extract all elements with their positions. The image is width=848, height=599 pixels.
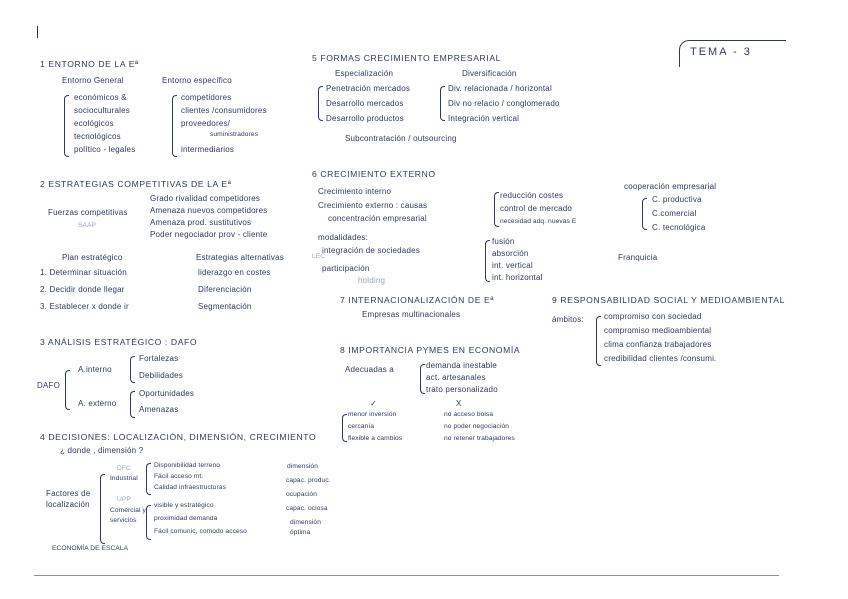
s3-int-bracket xyxy=(130,356,135,383)
s8-con: no poder negociación xyxy=(444,423,510,430)
s5-div-item: Div. relacionada / horizontal xyxy=(448,84,552,93)
s8-pro: menor inversión xyxy=(348,411,397,418)
s4-dfc: DFC xyxy=(117,465,131,472)
s2-saap: SAAP xyxy=(78,222,96,229)
s2-title: 2 ESTRATEGIAS COMPETITIVAS DE LA Eª xyxy=(40,179,232,189)
s6-integ-bracket xyxy=(485,240,490,282)
cross-icon: X xyxy=(456,399,462,408)
s9-item: compromiso medioambiental xyxy=(604,326,712,335)
s8-adec-item: trato personalizado xyxy=(426,385,498,394)
s6-l3: concentración empresarial xyxy=(328,214,427,223)
s5-esp-item: Desarrollo productos xyxy=(326,114,404,123)
s1-col2-head: Entorno específico xyxy=(162,76,232,85)
s6-causa: necesidad adq. nuevas E xyxy=(500,218,577,225)
s1-title: 1 ENTORNO DE LA Eª xyxy=(40,59,139,69)
s3-ext-item: Oportunidades xyxy=(139,389,195,398)
check-icon: ✓ xyxy=(370,399,377,408)
s6-integ-item: int. horizontal xyxy=(492,273,543,282)
s8-pro: flexible a cambios xyxy=(348,435,403,442)
s3-ext-item: Amenazas xyxy=(139,405,179,414)
s9-bracket xyxy=(596,316,601,366)
s4-dim-head: dimensión xyxy=(287,463,318,470)
s7-l1: Empresas multinacionales xyxy=(362,310,461,319)
s1-col2-item: clientes /consumidores xyxy=(181,106,267,115)
s5-esp-item: Desarrollo mercados xyxy=(326,99,404,108)
s4-bracket xyxy=(100,474,105,544)
s9-title: 9 RESPONSABILIDAD SOCIAL Y MEDIOAMBIENTAL xyxy=(552,295,785,305)
s4-dim-item: capac. produc. xyxy=(286,477,331,484)
s2-est-head: Estrategias alternativas xyxy=(196,253,284,262)
s4-com-item: Fácil comunic, comodo acceso xyxy=(154,528,247,535)
s2-est-item: Diferenciación xyxy=(198,285,252,294)
s6-integ-item: fusión xyxy=(492,237,515,246)
s8-adec-item: demanda inestable xyxy=(426,361,498,370)
s6-franq: Franquicia xyxy=(618,253,658,262)
s2-item: Amenaza nuevos competidores xyxy=(150,206,268,215)
s3-int-item: Fortalezas xyxy=(139,354,179,363)
s2-fuerzas: Fuerzas competitivas xyxy=(48,208,128,217)
s2-est-item: Segmentación xyxy=(198,302,252,311)
s4-factores: Factores de localización xyxy=(46,489,91,510)
s3-externo: A. externo xyxy=(78,399,117,408)
s6-coop-item: C. tecnológica xyxy=(652,223,706,232)
s6-holding: holding xyxy=(358,276,386,285)
s6-causas-bracket xyxy=(494,192,499,227)
s3-interno: A.interno xyxy=(78,365,112,374)
s6-l2: Crecimiento externo : causas xyxy=(318,201,428,210)
s6-causa: control de mercado xyxy=(500,204,573,213)
s5-esp-bracket xyxy=(318,86,323,121)
s5-esp: Especialización xyxy=(335,69,394,78)
s5-div-item: Integración vertical xyxy=(448,114,520,123)
s9-item: compromiso con sociedad xyxy=(604,312,702,321)
s8-adec-item: act. artesanales xyxy=(426,373,486,382)
s1-col1-item: tecnológicos xyxy=(74,132,121,141)
s2-plan-head: Plan estratégico xyxy=(62,253,123,262)
s8-title: 8 IMPORTANCIA PYMES EN ECONOMÍA xyxy=(340,345,521,355)
s8-adec-bracket xyxy=(420,364,425,394)
s6-integ-item: int. vertical xyxy=(492,261,533,270)
s4-ind-item: Calidad infraestructuras xyxy=(154,484,227,491)
s6-coop: cooperación empresarial xyxy=(624,182,717,191)
s3-ext-bracket xyxy=(130,391,135,418)
s9-item: clima confianza trabajadores xyxy=(604,340,712,349)
s5-div-bracket xyxy=(440,86,445,121)
s5-esp-item: Penetración mercados xyxy=(326,84,411,93)
s1-col2-bracket xyxy=(172,95,177,157)
s4-ind-item: Disponibilidad terreno xyxy=(154,462,220,469)
s3-bracket xyxy=(65,370,70,410)
s4-upp: UPP xyxy=(117,496,131,503)
margin-mark xyxy=(37,26,38,38)
s5-title: 5 FORMAS CRECIMIENTO EMPRESARIAL xyxy=(312,53,502,63)
s8-pros-bracket xyxy=(342,414,347,442)
s2-item: Poder negociador prov - cliente xyxy=(150,230,268,239)
s3-dafo: DAFO xyxy=(37,381,61,390)
s6-coop-item: C. productiva xyxy=(652,195,702,204)
s6-l1: Crecimiento interno xyxy=(318,187,392,196)
s8-adec: Adecuadas a xyxy=(345,365,394,374)
s2-lec: LEC xyxy=(312,253,326,260)
s6-integ-item: absorción xyxy=(492,249,529,258)
tema-label: TEMA - 3 xyxy=(690,46,752,58)
s9-item: credibilidad clientes /consumi. xyxy=(604,354,717,363)
s3-title: 3 ANÁLISIS ESTRATÉGICO : DAFO xyxy=(40,337,198,347)
s8-con: no retener trabajadores xyxy=(444,435,515,442)
s5-div: Diversificación xyxy=(462,69,517,78)
s4-com-item: visible y estratégico xyxy=(154,502,214,509)
s6-coop-item: C.comercial xyxy=(652,209,697,218)
s8-pro: cercanía xyxy=(348,423,375,430)
s1-col2-item: proveedores/ xyxy=(181,119,231,128)
s2-item: Grado rivalidad competidores xyxy=(150,194,261,203)
s6-mod: modalidades: xyxy=(318,233,368,242)
s4-question: ¿ donde , dimensión ? xyxy=(60,446,144,455)
s3-int-item: Debilidades xyxy=(139,371,184,380)
s1-col1-item: socioculturales xyxy=(74,106,130,115)
s6-causa: reducción costes xyxy=(500,191,564,200)
s4-dim-item: capac. ociosa xyxy=(286,505,328,512)
s6-integ: integración de sociedades xyxy=(322,246,420,255)
s4-com-item: proximidad demanda xyxy=(154,515,218,522)
s8-con: no acceso bolsa xyxy=(444,411,494,418)
s4-ind-item: Fácil acceso mt. xyxy=(154,473,204,480)
page-edge xyxy=(34,575,779,576)
s4-dim-item: ocupación xyxy=(286,491,317,498)
s1-col1-item: ecológicos xyxy=(74,119,114,128)
s1-col1-item: económicos & xyxy=(74,93,127,102)
s7-title: 7 INTERNACIONALIZACIÓN DE Eª xyxy=(340,295,495,305)
s4-title: 4 DECISIONES: LOCALIZACIÓN, DIMENSIÓN, CRECIMIENTO xyxy=(40,432,317,442)
s2-plan-item: 2. Decidir donde llegar xyxy=(40,285,125,294)
s1-col1-item: político - legales xyxy=(74,145,136,154)
s4-escala: ECONOMÍA DE ESCALA xyxy=(52,545,129,552)
s1-col2-item: competidores xyxy=(181,93,232,102)
s9-amb: ámbitos: xyxy=(552,315,584,324)
s6-title: 6 CRECIMIENTO EXTERNO xyxy=(312,169,436,179)
s6-coop-bracket xyxy=(642,198,647,230)
s5-div-item: Div no relacio / conglomerado xyxy=(448,99,560,108)
s6-part: participación xyxy=(322,264,370,273)
s4-industrial: Industrial xyxy=(110,475,138,482)
s1-col2-item: suministradores xyxy=(210,131,259,138)
s2-item: Amenaza prod. sustitutivos xyxy=(150,218,252,227)
s1-col2-item: intermediarios xyxy=(181,145,235,154)
s4-dim-item: dimensión óptima xyxy=(290,519,321,536)
s1-col1-bracket xyxy=(64,95,69,157)
s4-comercial: Comercial y servicios xyxy=(110,507,146,524)
s2-plan-item: 1. Determinar situación xyxy=(40,268,127,277)
s4-com-bracket xyxy=(146,505,151,540)
s2-est-item: liderazgo en costes xyxy=(198,268,271,277)
s2-plan-item: 3. Establecer x donde ir xyxy=(40,302,129,311)
s4-ind-bracket xyxy=(146,463,151,495)
s5-sub: Subcontratación / outsourcing xyxy=(345,134,457,143)
s1-col1-head: Entorno General xyxy=(62,76,124,85)
